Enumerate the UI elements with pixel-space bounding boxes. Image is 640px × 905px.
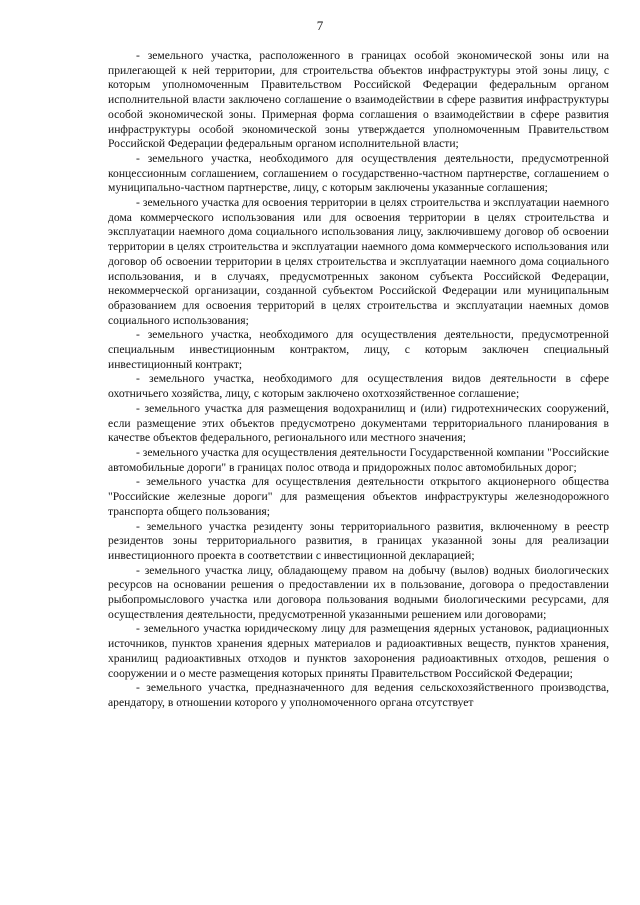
document-body [108,49,609,711]
paragraph-special-economic-zone: - земельного участка, расположенного в границах особой экономической зоны или на прилегающей к ней территории, для строительства объектов инфраструктуры этой зоны лицу, с которым уполномоченным Правительством Российской Федерации федеральным органом исполнительной власти заключено соглашение о взаимодействии в сфере развития инфраструктуры особой экономической зоны. Примерная форма соглашения о взаимодействии в сфере развития инфраструктуры особой экономической зоны утверждается уполномоченным Правительством Российской Федерации федеральным органом исполнительной власти; [108,49,609,151]
paragraph-hunting-agreement: - земельного участка, необходимого для осуществления видов деятельности в сфере охотничьего хозяйства, лицу, с которым заключено охотхозяйственное соглашение; [108,372,609,401]
paragraph-russian-railways: - земельного участка для осуществления деятельности открытого акционерного общества "Российские железные дороги" для размещения объектов инфраструктуры железнодорожного транспорта общего пользования; [108,475,609,518]
paragraph-special-investment-contract: - земельного участка, необходимого для осуществления деятельности, предусмотренной специальным инвестиционным контрактом, лицу, с которым заключен специальный инвестиционный контракт; [108,328,609,371]
paragraph-reservoirs: - земельного участка для размещения водохранилищ и (или) гидротехнических сооружений, если размещение этих объектов предусмотрено документами территориального планирования в качестве объектов федерального, регионального или местного значения; [108,401,609,445]
paragraph-aquatic-resources: - земельного участка лицу, обладающему правом на добычу (вылов) водных биологических ресурсов на основании решения о предоставлении их в пользование, договора о предоставлении рыбопромыслового участка или договора пользования водными биологическими ресурсами, для осуществления деятельности, предусмотренной указанными решением или договорами; [108,563,609,621]
paragraph-territorial-development-zone: - земельного участка резиденту зоны территориального развития, включенному в реестр резидентов зоны территориального развития, в границах указанной зоны для реализации инвестиционного проекта в соответствии с инвестиционной декларацией; [108,519,609,562]
page-number: 7 [316,18,324,33]
paragraph-agricultural-land: - земельного участка, предназначенного для ведения сельскохозяйственного производства, арендатору, в отношении которого у уполномоченного органа отсутствует [108,681,609,709]
paragraph-rental-housing: - земельного участка для освоения территории в целях строительства и эксплуатации наемного дома коммерческого использования или для освоения территории в целях строительства и эксплуатации наемного дома социального использования лицу, заключившему договор об освоении территории в целях строительства и эксплуатации наемного дома коммерческого использования или договор об освоении территории в целях строительства и эксплуатации наемного дома социального использования, и в случаях, предусмотренных законом субъекта Российской Федерации, некоммерческой организации, созданной субъектом Российской Федерации или муниципальным образованием для освоения территорий в целях строительства и эксплуатации наемных домов социального использования; [108,196,609,327]
paragraph-nuclear-facilities: - земельного участка юридическому лицу для размещения ядерных установок, радиационных источников, пунктов хранения ядерных материалов и радиоактивных веществ, пунктов хранения, хранилищ радиоактивных отходов и пунктов захоронения радиоактивных отходов, решения о сооружении и о месте размещения которых приняты Правительством Российской Федерации; [108,622,609,680]
paragraph-concession-agreement: - земельного участка, необходимого для осуществления деятельности, предусмотренной концессионным соглашением, соглашением о государственно-частном партнерстве, соглашением о муниципально-частном партнерстве, лицу, с которым заключены указанные соглашения; [108,151,609,195]
paragraph-russian-highways: - земельного участка для осуществления деятельности Государственной компании "Российские автомобильные дороги" в границах полос отвода и придорожных полос автомобильных дорог; [108,445,609,474]
